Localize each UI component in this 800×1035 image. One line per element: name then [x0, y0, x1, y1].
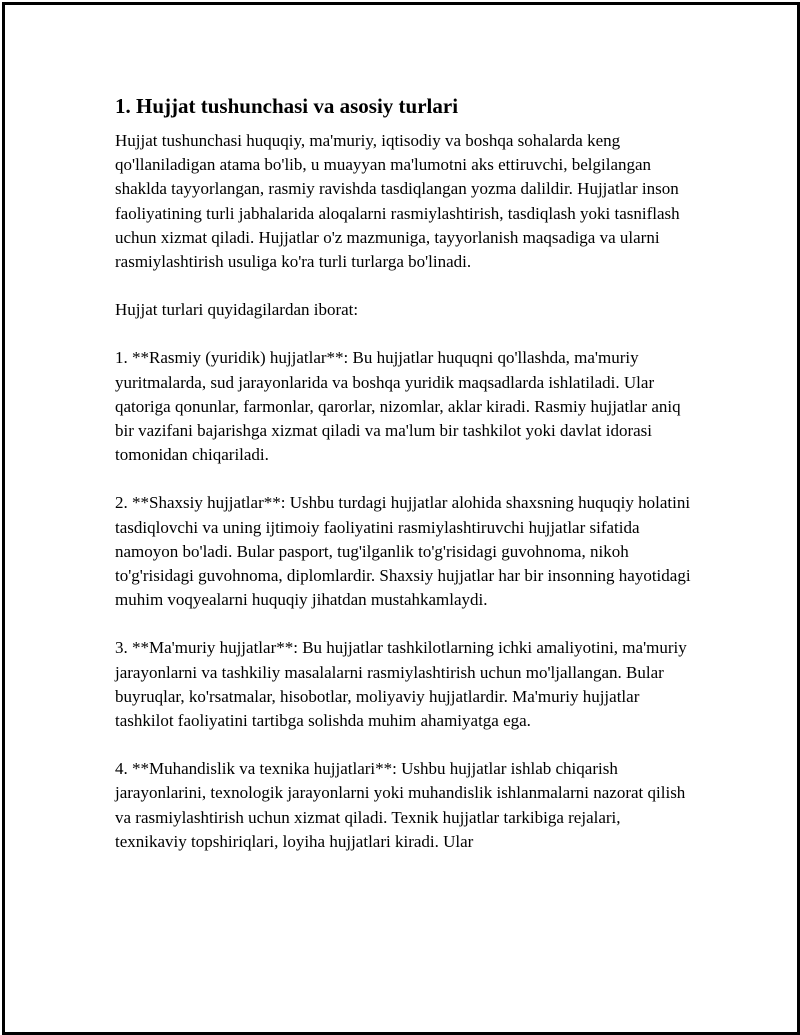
types-intro-paragraph: Hujjat turlari quyidagilardan iborat: [115, 300, 359, 320]
document-body [115, 92, 695, 878]
list-item-official-documents: 1. **Rasmiy (yuridik) hujjatlar**: Bu hujjatlar huquqni qo'llashda, ma'muriy yuritmalarda, sud jarayonlarida va boshqa yuridik maqsadlarda ishlatiladi. Ular qatoriga qonunlar, farmonlar, qarorlar, nizomlar, aklar kiradi. Rasmiy hujjatlar aniq bir vazifani bajarishga xizmat qiladi va ma'lum bir tashkilot yoki davlat idorasi tomonidan chiqariladi. [115, 348, 681, 465]
list-item-engineering-documents: 4. **Muhandislik va texnika hujjatlari**: Ushbu hujjatlar ishlab chiqarish jarayonlarini, texnologik jarayonlarni yoki muhandislik ishlanmalarni nazorat qilish va rasmiylashtirish uchun xizmat qiladi. Texnik hujjatlar tarkibiga rejalari, texnikaviy topshiriqlari, loyiha hujjatlari kiradi. Ular [115, 759, 686, 851]
section-heading: 1. Hujjat tushunchasi va asosiy turlari [115, 94, 459, 118]
list-item-administrative-documents: 3. **Ma'muriy hujjatlar**: Bu hujjatlar tashkilotlarning ichki amaliyotini, ma'muriy jarayonlarni va tashkiliy masalalarni rasmiylashtirish uchun mo'ljallangan. Bular buyruqlar, ko'rsatmalar, hisobotlar, moliyaviy hujjatlardir. Ma'muriy hujjatlar tashkilot faoliyatini tartibga solishda muhim ahamiyatga ega. [115, 638, 687, 731]
list-item-personal-documents: 2. **Shaxsiy hujjatlar**: Ushbu turdagi hujjatlar alohida shaxsning huquqiy holatini tasdiqlovchi va uning ijtimoiy faoliyatini rasmiylashtiruvchi hujjatlar sifatida namoyon bo'ladi. Bular pasport, tug'ilganlik to'g'risidagi guvohnoma, nikoh to'g'risidagi guvohnoma, diplomlardir. Shaxsiy hujjatlar har bir insonning hayotidagi muhim voqyealarni huquqiy jihatdan mustahkamlaydi. [115, 493, 691, 610]
intro-paragraph: Hujjat tushunchasi huquqiy, ma'muriy, iqtisodiy va boshqa sohalarda keng qo'llaniladigan atama bo'lib, u muayyan ma'lumotni aks ettiruvchi, belgilangan shaklda tayyorlangan, rasmiy ravishda tasdiqlangan yozma dalildir. Hujjatlar inson faoliyatining turli jabhalarida aloqalarni rasmiylashtirish, tasdiqlash yoki tasniflash uchun xizmat qiladi. Hujjatlar o'z mazmuniga, tayyorlanish maqsadiga va ularni rasmiylashtirish usuliga ko'ra turli turlarga bo'linadi. [115, 131, 680, 272]
